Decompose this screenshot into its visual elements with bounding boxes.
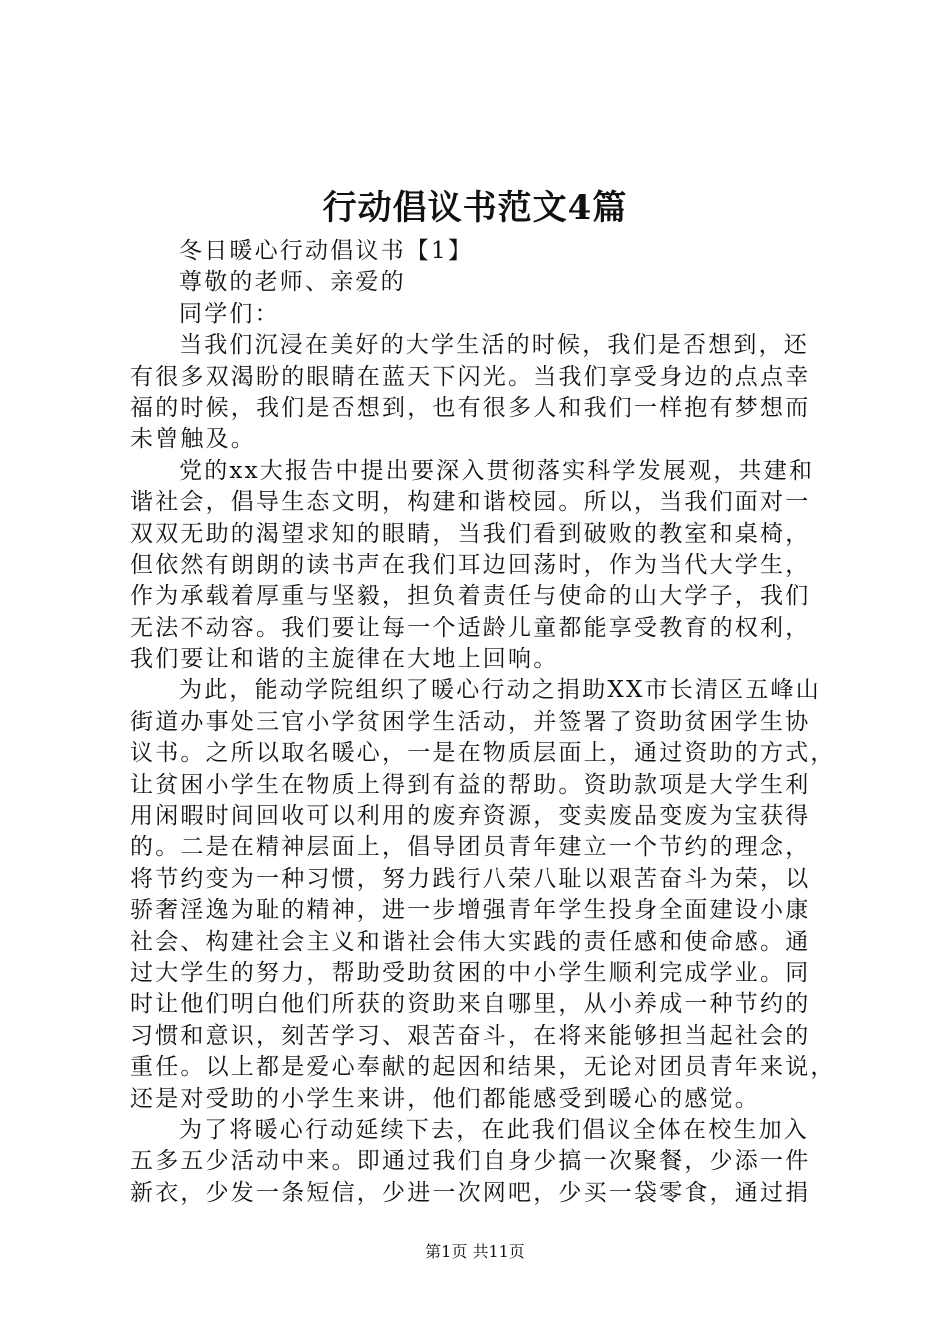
text-line: 为此，能动学院组织了暖心行动之捐助XX市长清区五峰山: [179, 677, 821, 704]
text-line: 新衣，少发一条短信，少进一次网吧，少买一袋零食，通过捐: [130, 1179, 811, 1206]
text-line: 但依然有朗朗的读书声在我们耳边回荡时，作为当代大学生，: [130, 551, 811, 578]
text-line: 议书。之所以取名暖心，一是在物质层面上，通过资助的方式，: [130, 740, 836, 767]
text-line: 让贫困小学生在物质上得到有益的帮助。资助款项是大学生利: [130, 771, 811, 798]
text-line: 将节约变为一种习惯，努力践行八荣八耻以艰苦奋斗为荣，以: [130, 865, 811, 892]
text-line: 党的xx大报告中提出要深入贯彻落实科学发展观，共建和: [179, 457, 815, 484]
text-line: 有很多双渴盼的眼睛在蓝天下闪光。当我们享受身边的点点幸: [130, 363, 811, 390]
text-line: 的。二是在精神层面上，倡导团员青年建立一个节约的理念，: [130, 834, 811, 861]
page-title: 行动倡议书范文4篇: [322, 188, 628, 228]
text-line: 无法不动容。我们要让每一个适龄儿童都能享受教育的权利，: [130, 614, 811, 641]
text-line: 五多五少活动中来。即通过我们自身少搞一次聚餐，少添一件: [130, 1148, 811, 1175]
page-footer: 第1页 共11页: [425, 1242, 525, 1261]
text-line: 为了将暖心行动延续下去，在此我们倡议全体在校生加入: [179, 1116, 809, 1143]
text-line: 当我们沉浸在美好的大学生活的时候，我们是否想到，还: [179, 332, 809, 359]
text-line: 双双无助的渴望求知的眼睛，当我们看到破败的教室和桌椅，: [130, 520, 811, 547]
text-line: 尊敬的老师、亲爱的: [179, 269, 406, 296]
document-body: [130, 236, 836, 1209]
text-line: 街道办事处三官小学贫困学生活动，并签署了资助贫困学生协: [130, 708, 811, 735]
text-line: 骄奢淫逸为耻的精神，进一步增强青年学生投身全面建设小康: [130, 897, 811, 924]
text-line: 谐社会，倡导生态文明，构建和谐校园。所以，当我们面对一: [130, 489, 811, 516]
text-line: 作为承载着厚重与坚毅，担负着责任与使命的山大学子，我们: [130, 583, 811, 610]
text-line: 还是对受助的小学生来讲，他们都能感受到暖心的感觉。: [130, 1085, 760, 1112]
text-line: 福的时候，我们是否想到，也有很多人和我们一样抱有梦想而: [130, 394, 811, 421]
text-line: 时让他们明白他们所获的资助来自哪里，从小养成一种节约的: [130, 991, 811, 1018]
text-line: 过大学生的努力，帮助受助贫困的中小学生顺利完成学业。同: [130, 959, 811, 986]
text-line: 同学们：: [179, 300, 280, 327]
text-line: 用闲暇时间回收可以利用的废弃资源，变卖废品变废为宝获得: [130, 803, 811, 830]
text-line: 冬日暖心行动倡议书【1】: [179, 238, 474, 264]
text-line: 社会、构建社会主义和谐社会伟大实践的责任感和使命感。通: [130, 928, 811, 955]
text-line: 习惯和意识，刻苦学习、艰苦奋斗，在将来能够担当起社会的: [130, 1022, 811, 1049]
text-line: 未曾触及。: [130, 426, 256, 453]
text-line: 重任。以上都是爱心奉献的起因和结果，无论对团员青年来说，: [130, 1054, 836, 1081]
text-line: 我们要让和谐的主旋律在大地上回响。: [130, 646, 559, 673]
